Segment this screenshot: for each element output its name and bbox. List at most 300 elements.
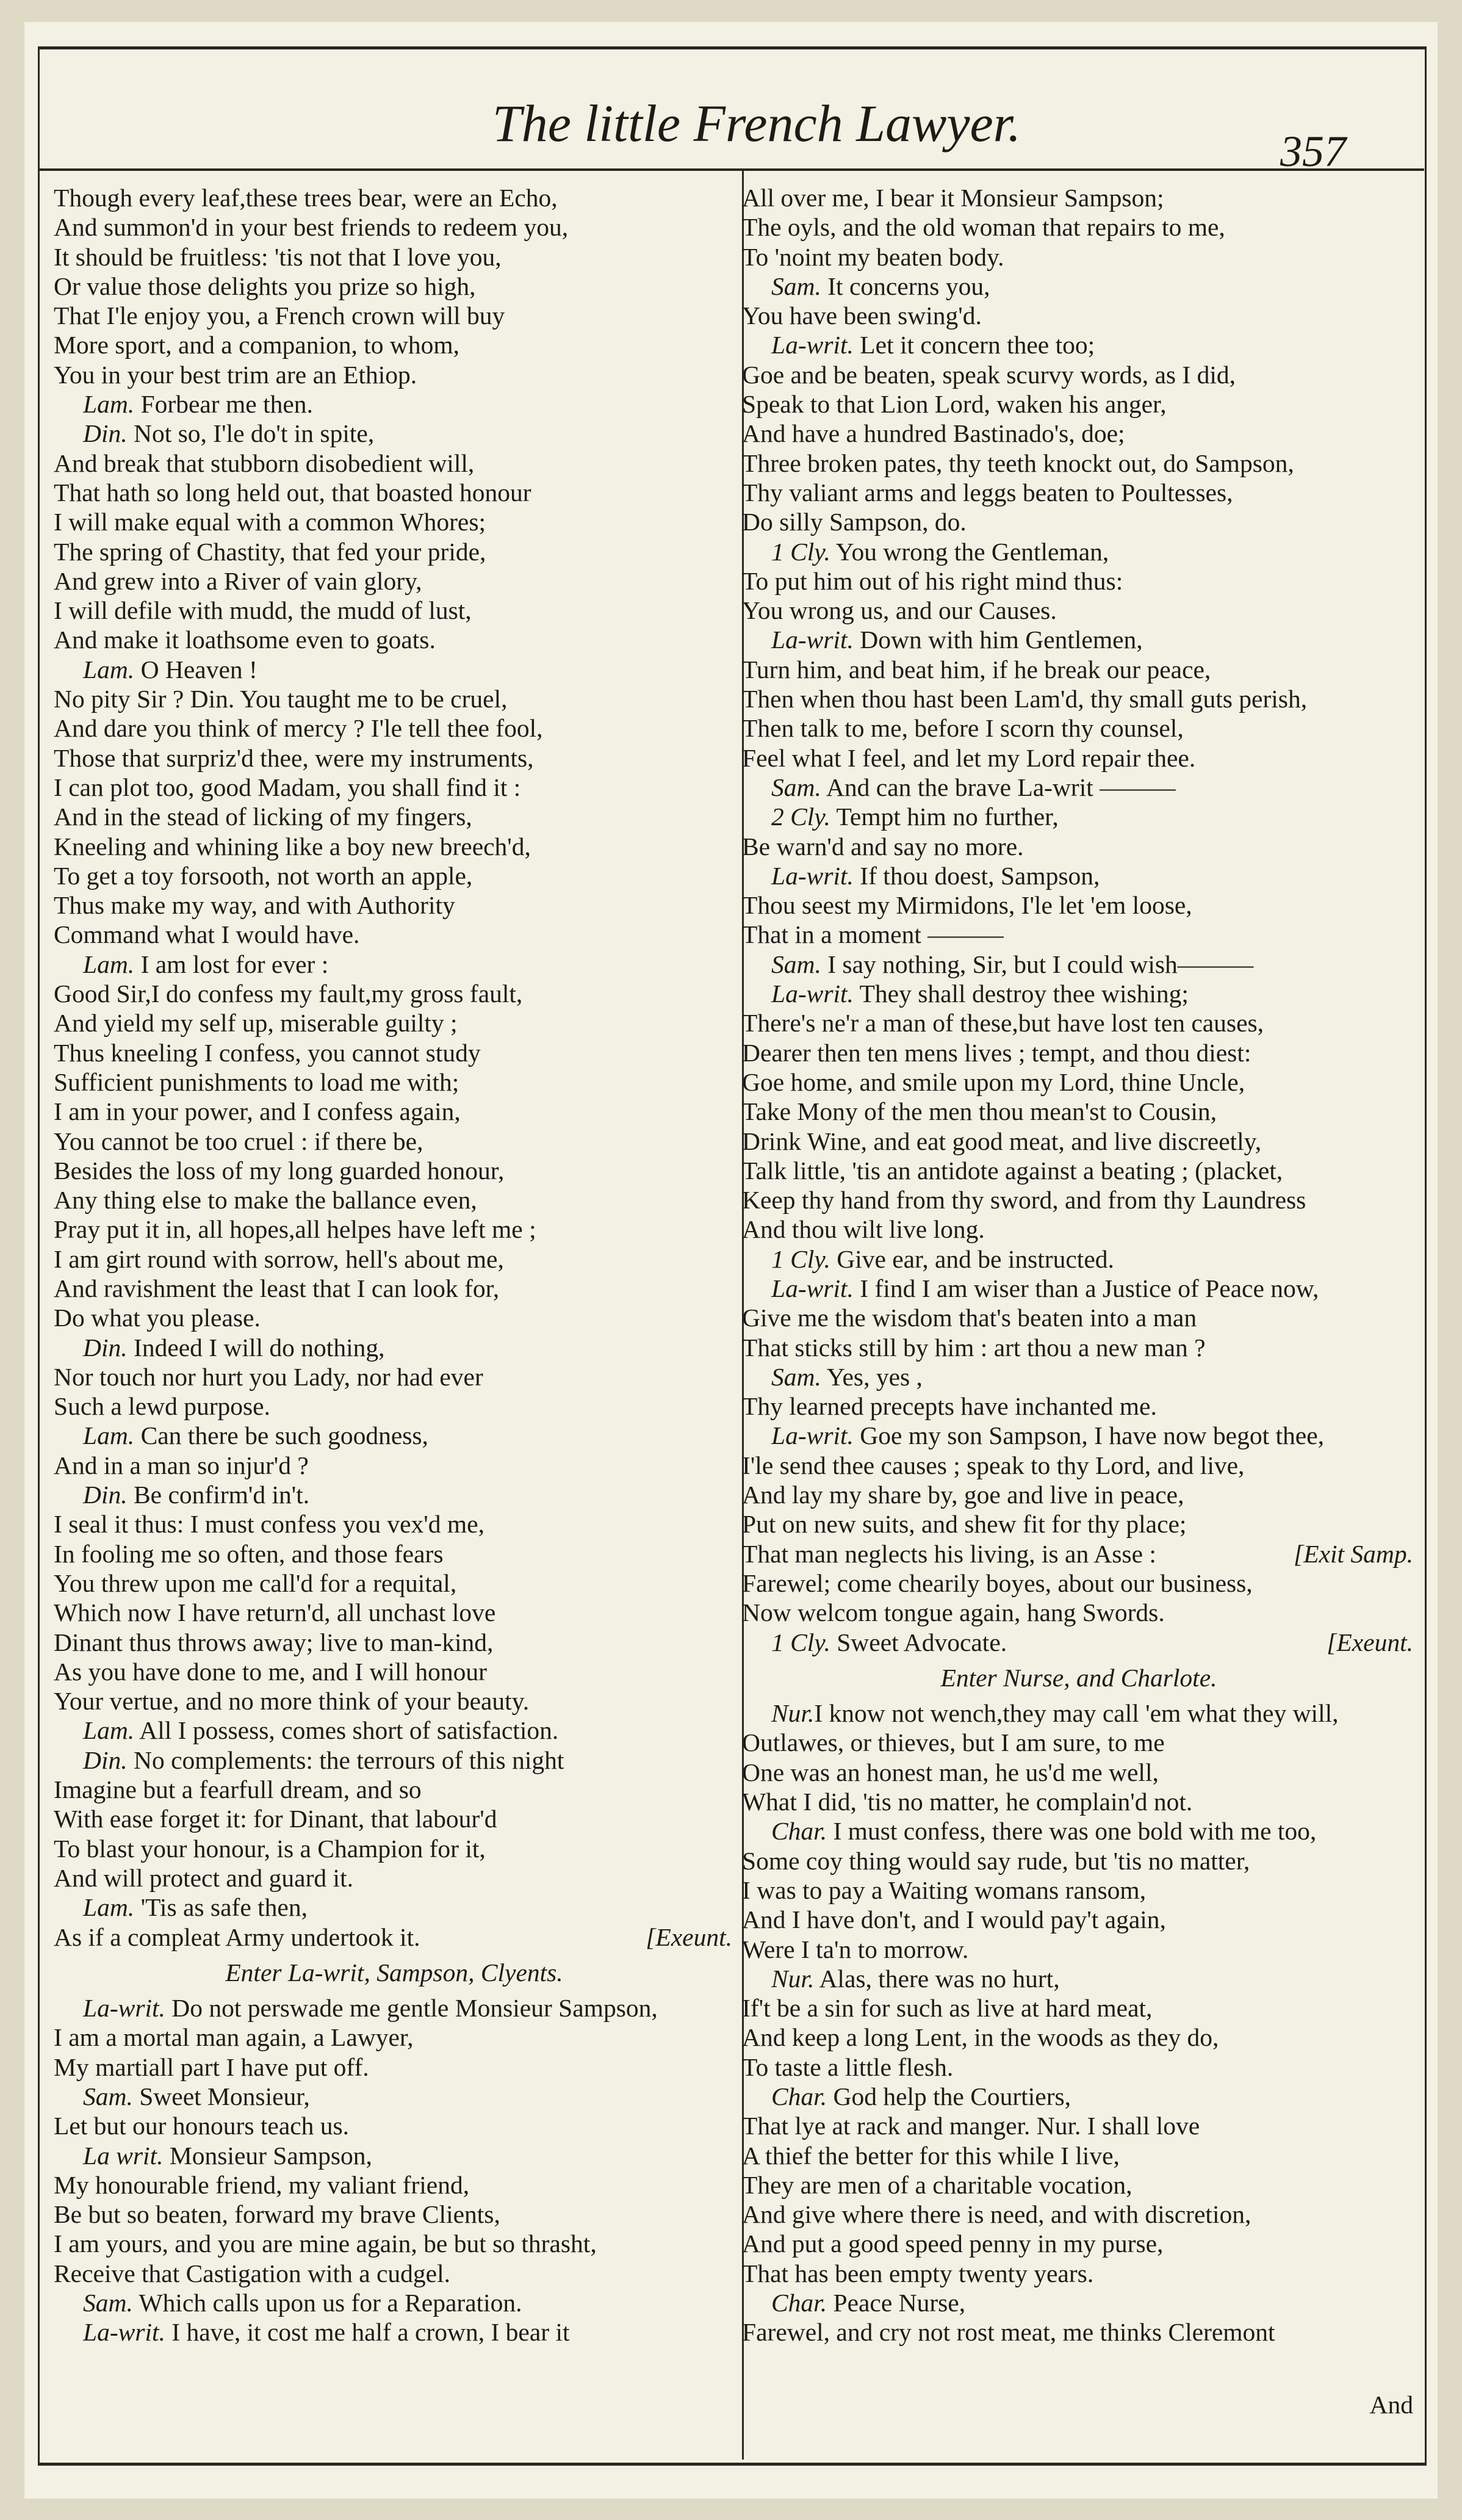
verse-line bbox=[54, 1834, 735, 1863]
verse-line bbox=[54, 1274, 735, 1303]
line-text: It concerns you, bbox=[821, 272, 990, 300]
verse-line bbox=[742, 1097, 1416, 1126]
line-text: Turn him, and beat him, if he break our peace, bbox=[742, 655, 1211, 684]
verse-line bbox=[742, 1993, 1416, 2023]
verse-line bbox=[742, 301, 1416, 330]
speaker-name: La-writ. bbox=[83, 2318, 165, 2347]
catchword: And bbox=[1369, 2391, 1413, 2419]
speaker-name: Char. bbox=[771, 2289, 827, 2317]
line-text: Let but our honours teach us. bbox=[54, 2112, 350, 2140]
line-text: Put on new suits, and shew fit for thy place; bbox=[742, 1510, 1187, 1539]
line-text: I say nothing, Sir, but I could wish——— bbox=[821, 950, 1254, 978]
speech-line bbox=[54, 2288, 735, 2317]
line-text: Tempt him no further, bbox=[830, 803, 1059, 831]
speech-line bbox=[742, 1362, 1416, 1392]
line-text: Dearer then ten mens lives ; tempt, and thou diest: bbox=[742, 1038, 1251, 1067]
verse-line bbox=[742, 1905, 1416, 1934]
line-text: Sufficient punishments to load me with; bbox=[54, 1067, 459, 1096]
verse-line bbox=[54, 832, 735, 861]
verse-line bbox=[54, 861, 735, 890]
line-text: Some coy thing would say rude, but 'tis no matter, bbox=[742, 1846, 1250, 1875]
line-text: What I did, 'tis no matter, he complain'd not. bbox=[742, 1788, 1193, 1816]
line-text: You in your best trim are an Ethiop. bbox=[54, 360, 417, 389]
line-text: Three broken pates, thy teeth knockt out, do Sampson, bbox=[742, 449, 1294, 477]
speech-line bbox=[742, 979, 1416, 1008]
line-text: Down with him Gentlemen, bbox=[853, 626, 1143, 654]
line-text: Outlawes, or thieves, but I am sure, to me bbox=[742, 1728, 1165, 1757]
line-text: Farewel, and cry not rost meat, me thinks Cleremont bbox=[742, 2318, 1275, 2347]
verse-line bbox=[54, 2229, 735, 2258]
speech-line bbox=[54, 1716, 735, 1745]
line-text: Give me the wisdom that's beaten into a man bbox=[742, 1304, 1197, 1332]
line-text: They are men of a charitable vocation, bbox=[742, 2170, 1133, 2199]
line-text: Take Mony of the men thou mean'st to Cousin, bbox=[742, 1097, 1217, 1126]
right-column bbox=[742, 183, 1416, 2347]
verse-line bbox=[742, 1451, 1416, 1480]
line-text: More sport, and a companion, to whom, bbox=[54, 331, 460, 359]
line-text: Command what I would have. bbox=[54, 920, 360, 949]
exit-direction: [Exeunt. bbox=[1327, 1628, 1413, 1656]
line-text: In fooling me so often, and those fears bbox=[54, 1539, 444, 1568]
line-text: I am a mortal man again, a Lawyer, bbox=[54, 2023, 414, 2052]
line-text: Be confirm'd in't. bbox=[127, 1481, 310, 1509]
verse-line bbox=[54, 1628, 735, 1657]
verse-line bbox=[54, 272, 735, 301]
line-text: Be warn'd and say no more. bbox=[742, 832, 1024, 861]
speech-line bbox=[742, 950, 1416, 979]
verse-line bbox=[54, 1539, 735, 1569]
speaker-name: La-writ. bbox=[771, 861, 854, 890]
verse-line bbox=[742, 1876, 1416, 1905]
line-text: That in a moment ——— bbox=[742, 920, 1004, 949]
verse-line bbox=[54, 890, 735, 920]
line-text: Those that surpriz'd thee, were my instruments, bbox=[54, 743, 534, 772]
verse-line bbox=[54, 1008, 735, 1038]
speaker-name: Din. bbox=[83, 419, 128, 448]
verse-line bbox=[742, 1215, 1416, 1244]
verse-line bbox=[54, 1863, 735, 1893]
speaker-name: La-writ. bbox=[771, 980, 854, 1008]
line-text: Any thing else to make the ballance even, bbox=[54, 1186, 477, 1215]
verse-line bbox=[54, 2170, 735, 2200]
speech-line bbox=[742, 625, 1416, 654]
verse-line bbox=[742, 655, 1416, 684]
line-text: As if a compleat Army undertook it. bbox=[54, 1922, 420, 1951]
verse-line bbox=[54, 1804, 735, 1833]
speaker-name: Din. bbox=[83, 1333, 128, 1362]
line-text: Goe and be beaten, speak scurvy words, as I did, bbox=[742, 360, 1236, 389]
verse-line bbox=[742, 1539, 1416, 1569]
verse-line bbox=[742, 1156, 1416, 1185]
line-text: Which calls upon us for a Reparation. bbox=[132, 2289, 522, 2317]
line-text: Yes, yes , bbox=[821, 1362, 923, 1391]
verse-line bbox=[742, 596, 1416, 625]
left-column bbox=[54, 183, 735, 2347]
line-text: And thou wilt live long. bbox=[742, 1215, 985, 1244]
verse-line bbox=[742, 743, 1416, 773]
verse-line bbox=[742, 242, 1416, 272]
speech-line bbox=[54, 1480, 735, 1509]
stage-direction: Enter Nurse, and Charlote. bbox=[940, 1663, 1217, 1692]
verse-line bbox=[742, 2259, 1416, 2288]
line-text: Farewel; come chearily boyes, about our business, bbox=[742, 1569, 1253, 1597]
line-text: If't be a sin for such as live at hard meat, bbox=[742, 1994, 1153, 2023]
speaker-name: La-writ. bbox=[83, 1994, 165, 2023]
line-text: And have a hundred Bastinado's, doe; bbox=[742, 419, 1125, 448]
line-text: I can plot too, good Madam, you shall find it : bbox=[54, 773, 521, 801]
book-page bbox=[24, 22, 1438, 2499]
speech-line bbox=[742, 1964, 1416, 1993]
speaker-name: Sam. bbox=[771, 272, 821, 300]
verse-line bbox=[742, 2170, 1416, 2200]
verse-line bbox=[742, 1846, 1416, 1876]
line-text: Let it concern thee too; bbox=[853, 331, 1095, 359]
line-text: Then talk to me, before I scorn thy counsel, bbox=[742, 714, 1184, 743]
line-text: That hath so long held out, that boasted honour bbox=[54, 478, 531, 507]
line-text: That lye at rack and manger. Nur. I shall love bbox=[742, 2112, 1200, 2140]
speaker-name: Nur. bbox=[771, 1699, 815, 1728]
line-text: You wrong the Gentleman, bbox=[830, 537, 1109, 566]
verse-line bbox=[742, 1127, 1416, 1156]
verse-line bbox=[742, 2141, 1416, 2170]
line-text: Then when thou hast been Lam'd, thy small guts perish, bbox=[742, 685, 1308, 713]
speech-line bbox=[742, 1244, 1416, 1274]
verse-line bbox=[742, 212, 1416, 242]
line-text: Thy valiant arms and leggs beaten to Poultesses, bbox=[742, 478, 1233, 507]
verse-line bbox=[54, 537, 735, 566]
verse-line bbox=[54, 1185, 735, 1215]
line-text: I find I am wiser than a Justice of Peace now, bbox=[853, 1274, 1319, 1302]
line-text: No pity Sir ? Din. You taught me to be cruel, bbox=[54, 685, 508, 713]
verse-line bbox=[742, 713, 1416, 743]
line-text: Feel what I feel, and let my Lord repair thee. bbox=[742, 743, 1196, 772]
speaker-name: 1 Cly. bbox=[771, 537, 830, 566]
line-text: To get a toy forsooth, not worth an apple, bbox=[54, 861, 473, 890]
line-text: No complements: the terrours of this night bbox=[127, 1746, 564, 1774]
speaker-name: Char. bbox=[771, 2082, 827, 2110]
line-text: Thy learned precepts have inchanted me. bbox=[742, 1392, 1157, 1421]
speech-line bbox=[742, 330, 1416, 359]
verse-line bbox=[54, 684, 735, 713]
verse-line bbox=[742, 2317, 1416, 2347]
line-text: Were I ta'n to morrow. bbox=[742, 1935, 969, 1963]
exit-direction: [Exeunt. bbox=[646, 1922, 732, 1951]
line-text: And break that stubborn disobedient will, bbox=[54, 449, 475, 477]
line-text: There's ne'r a man of these,but have lost ten causes, bbox=[742, 1009, 1264, 1038]
line-text: Goe my son Sampson, I have now begot thee, bbox=[853, 1421, 1324, 1450]
speaker-name: La-writ. bbox=[771, 331, 854, 359]
speaker-name: Sam. bbox=[771, 950, 821, 978]
line-text: Dinant thus throws away; live to man-kind, bbox=[54, 1628, 494, 1656]
line-text: One was an honest man, he us'd me well, bbox=[742, 1758, 1159, 1786]
verse-line bbox=[54, 1127, 735, 1156]
line-text: I must confess, there was one bold with me too, bbox=[827, 1817, 1317, 1846]
verse-line bbox=[742, 2052, 1416, 2082]
verse-line bbox=[742, 2229, 1416, 2258]
line-text: My martiall part I have put off. bbox=[54, 2052, 369, 2081]
speech-line bbox=[54, 950, 735, 979]
verse-line bbox=[54, 478, 735, 507]
verse-line bbox=[742, 183, 1416, 212]
line-text: Alas, there was no hurt, bbox=[814, 1964, 1060, 1993]
speech-line bbox=[742, 537, 1416, 566]
verse-line bbox=[54, 979, 735, 1008]
verse-line bbox=[54, 1244, 735, 1274]
speech-line bbox=[742, 1699, 1416, 1728]
speaker-name: Din. bbox=[83, 1746, 128, 1774]
speech-line bbox=[54, 2317, 735, 2347]
line-text: And yield my self up, miserable guilty ; bbox=[54, 1009, 458, 1038]
line-text: To blast your honour, is a Champion for it, bbox=[54, 1834, 486, 1863]
line-text: Can there be such goodness, bbox=[134, 1421, 428, 1450]
verse-line bbox=[54, 301, 735, 330]
line-text: And put a good speed penny in my purse, bbox=[742, 2229, 1164, 2258]
verse-line bbox=[742, 1480, 1416, 1509]
verse-line bbox=[54, 2111, 735, 2140]
verse-line bbox=[742, 1008, 1416, 1038]
verse-line bbox=[54, 596, 735, 625]
stage-direction: Enter La-writ, Sampson, Clyents. bbox=[225, 1958, 563, 1987]
line-text: You wrong us, and our Causes. bbox=[742, 596, 1057, 625]
verse-line bbox=[54, 1156, 735, 1185]
line-text: All I possess, comes short of satisfaction. bbox=[134, 1716, 559, 1745]
verse-line bbox=[742, 449, 1416, 478]
line-text: Be but so beaten, forward my brave Clients, bbox=[54, 2200, 500, 2229]
line-text: God help the Courtiers, bbox=[827, 2082, 1071, 2110]
line-text: Peace Nurse, bbox=[827, 2289, 966, 2317]
speaker-name: La writ. bbox=[83, 2141, 164, 2170]
verse-line bbox=[742, 389, 1416, 419]
speech-line bbox=[54, 1746, 735, 1775]
speaker-name: Sam. bbox=[83, 2289, 133, 2317]
speech-line bbox=[742, 802, 1416, 831]
line-text: Besides the loss of my long guarded honour, bbox=[54, 1156, 505, 1185]
verse-line bbox=[54, 1569, 735, 1598]
speaker-name: 2 Cly. bbox=[771, 803, 830, 831]
speaker-name: Din. bbox=[83, 1481, 128, 1509]
verse-line bbox=[742, 832, 1416, 861]
line-text: You have been swing'd. bbox=[742, 301, 982, 330]
line-text: As you have done to me, and I will honour bbox=[54, 1657, 487, 1686]
verse-line bbox=[742, 566, 1416, 596]
verse-line bbox=[742, 1758, 1416, 1787]
line-text: To taste a little flesh. bbox=[742, 2052, 954, 2081]
line-text: My honourable friend, my valiant friend, bbox=[54, 2170, 470, 2199]
line-text: Keep thy hand from thy sword, and from thy Laundress bbox=[742, 1186, 1306, 1215]
verse-line bbox=[742, 1598, 1416, 1627]
speaker-name: La-writ. bbox=[771, 1274, 854, 1302]
line-text: A thief the better for this while I live, bbox=[742, 2141, 1120, 2170]
line-text: I seal it thus: I must confess you vex'd me, bbox=[54, 1510, 484, 1539]
speaker-name: Char. bbox=[771, 1817, 827, 1846]
exit-direction: [Exit Samp. bbox=[1294, 1539, 1413, 1568]
line-text: Do silly Sampson, do. bbox=[742, 508, 967, 536]
line-text: To 'noint my beaten body. bbox=[742, 242, 1004, 271]
line-text: I was to pay a Waiting womans ransom, bbox=[742, 1876, 1147, 1904]
verse-line bbox=[742, 1935, 1416, 1964]
verse-line bbox=[742, 1787, 1416, 1816]
line-text: That has been empty twenty years. bbox=[742, 2259, 1094, 2287]
line-text: If thou doest, Sampson, bbox=[853, 861, 1100, 890]
verse-line bbox=[54, 802, 735, 831]
verse-line bbox=[54, 743, 735, 773]
line-text: They shall destroy thee wishing; bbox=[853, 980, 1189, 1008]
line-text: Good Sir,I do confess my fault,my gross fault, bbox=[54, 980, 523, 1008]
speech-line bbox=[742, 861, 1416, 890]
line-text: Sweet Monsieur, bbox=[132, 2082, 310, 2110]
speech-line bbox=[742, 2288, 1416, 2317]
speech-line bbox=[742, 1421, 1416, 1450]
line-text: Do not perswade me gentle Monsieur Sampson, bbox=[165, 1994, 658, 2023]
line-text: And in a man so injur'd ? bbox=[54, 1451, 309, 1479]
line-text: Thou seest my Mirmidons, I'le let 'em loose, bbox=[742, 891, 1192, 920]
speech-line bbox=[54, 1333, 735, 1362]
line-text: All over me, I bear it Monsieur Sampson; bbox=[742, 184, 1164, 212]
line-text: Now welcom tongue again, hang Swords. bbox=[742, 1598, 1165, 1627]
speaker-name: Lam. bbox=[83, 390, 135, 419]
verse-line bbox=[54, 2200, 735, 2229]
line-text: Or value those delights you prize so high, bbox=[54, 272, 476, 300]
line-text: And can the brave La-writ ——— bbox=[821, 773, 1176, 801]
line-text: Thus kneeling I confess, you cannot study bbox=[54, 1038, 481, 1067]
line-text: Indeed I will do nothing, bbox=[127, 1333, 385, 1362]
line-text: Pray put it in, all hopes,all helpes have left me ; bbox=[54, 1215, 536, 1244]
line-text: Monsieur Sampson, bbox=[163, 2141, 372, 2170]
verse-line bbox=[742, 1333, 1416, 1362]
line-text: And dare you think of mercy ? I'le tell thee fool, bbox=[54, 714, 543, 743]
speech-line bbox=[54, 2082, 735, 2111]
verse-line bbox=[54, 2023, 735, 2052]
speaker-name: La-writ. bbox=[771, 1421, 854, 1450]
line-text: I am in your power, and I confess again, bbox=[54, 1097, 461, 1126]
verse-line bbox=[54, 1598, 735, 1627]
verse-line bbox=[742, 684, 1416, 713]
speech-line bbox=[54, 1421, 735, 1450]
speech-line bbox=[54, 655, 735, 684]
verse-line bbox=[54, 713, 735, 743]
verse-line bbox=[54, 1922, 735, 1952]
verse-line bbox=[54, 1775, 735, 1804]
speaker-name: Lam. bbox=[83, 1716, 135, 1745]
verse-line bbox=[54, 566, 735, 596]
verse-line bbox=[742, 478, 1416, 507]
line-text: And in the stead of licking of my fingers, bbox=[54, 803, 472, 831]
line-text: And ravishment the least that I can look for, bbox=[54, 1274, 500, 1302]
line-text: To put him out of his right mind thus: bbox=[742, 566, 1123, 595]
line-text: You threw upon me call'd for a requital, bbox=[54, 1569, 457, 1597]
verse-line bbox=[742, 2111, 1416, 2140]
verse-line bbox=[54, 1657, 735, 1686]
speaker-name: Lam. bbox=[83, 950, 135, 978]
header-rule bbox=[38, 168, 1424, 171]
verse-line bbox=[54, 1067, 735, 1097]
verse-line bbox=[54, 1451, 735, 1480]
line-text: That sticks still by him : art thou a new man ? bbox=[742, 1333, 1206, 1362]
speaker-name: 1 Cly. bbox=[771, 1244, 830, 1273]
line-text: That I'le enjoy you, a French crown will buy bbox=[54, 301, 505, 330]
verse-line bbox=[54, 1097, 735, 1126]
verse-line bbox=[742, 2200, 1416, 2229]
line-text: And grew into a River of vain glory, bbox=[54, 566, 422, 595]
line-text: 'Tis as safe then, bbox=[134, 1893, 308, 1922]
line-text: I know not wench,they may call 'em what they will, bbox=[814, 1699, 1339, 1728]
verse-line bbox=[54, 1362, 735, 1392]
speech-line bbox=[54, 1893, 735, 1922]
verse-line bbox=[54, 360, 735, 389]
speaker-name: Lam. bbox=[83, 1421, 135, 1450]
line-text: Receive that Castigation with a cudgel. bbox=[54, 2259, 450, 2287]
speaker-name: Sam. bbox=[83, 2082, 133, 2110]
line-text: Goe home, and smile upon my Lord, thine Uncle, bbox=[742, 1067, 1245, 1096]
verse-line bbox=[742, 1569, 1416, 1598]
verse-line bbox=[742, 1392, 1416, 1421]
line-text: And will protect and guard it. bbox=[54, 1863, 353, 1892]
verse-line bbox=[54, 920, 735, 949]
speaker-name: Lam. bbox=[83, 1893, 135, 1922]
verse-line bbox=[742, 1728, 1416, 1757]
verse-line bbox=[54, 1392, 735, 1421]
line-text: Kneeling and whining like a boy new breech'd, bbox=[54, 832, 531, 861]
verse-line bbox=[54, 2259, 735, 2288]
line-text: Speak to that Lion Lord, waken his anger, bbox=[742, 390, 1167, 419]
verse-line bbox=[54, 212, 735, 242]
verse-line bbox=[54, 1509, 735, 1539]
verse-line bbox=[742, 360, 1416, 389]
line-text: Imagine but a fearfull dream, and so bbox=[54, 1775, 422, 1804]
line-text: I am lost for ever : bbox=[134, 950, 329, 978]
line-text: Forbear me then. bbox=[134, 390, 313, 419]
running-title: The little French Lawyer. bbox=[492, 94, 1021, 153]
line-text: And lay my share by, goe and live in peace, bbox=[742, 1481, 1184, 1509]
line-text: That man neglects his living, is an Asse : bbox=[742, 1539, 1156, 1568]
line-text: Such a lewd purpose. bbox=[54, 1392, 270, 1421]
line-text: I'le send thee causes ; speak to thy Lord, and live, bbox=[742, 1451, 1245, 1479]
speech-line bbox=[742, 272, 1416, 301]
line-text: And make it loathsome even to goats. bbox=[54, 626, 436, 654]
line-text: I have, it cost me half a crown, I bear it bbox=[165, 2318, 570, 2347]
speaker-name: Sam. bbox=[771, 1362, 821, 1391]
verse-line bbox=[54, 330, 735, 359]
verse-line bbox=[742, 1185, 1416, 1215]
verse-line bbox=[54, 183, 735, 212]
speech-line bbox=[54, 389, 735, 419]
speaker-name: Lam. bbox=[83, 655, 135, 684]
speaker-name: Nur. bbox=[771, 1964, 815, 1993]
line-text: It should be fruitless: 'tis not that I love you, bbox=[54, 242, 502, 271]
verse-line bbox=[742, 2023, 1416, 2052]
verse-line bbox=[742, 1067, 1416, 1097]
verse-line bbox=[54, 449, 735, 478]
line-text: Nor touch nor hurt you Lady, nor had ever bbox=[54, 1362, 483, 1391]
line-text: The spring of Chastity, that fed your pride, bbox=[54, 537, 486, 566]
verse-line bbox=[742, 507, 1416, 536]
verse-line bbox=[742, 1303, 1416, 1332]
line-text: You cannot be too cruel : if there be, bbox=[54, 1127, 423, 1155]
speech-line bbox=[54, 2141, 735, 2170]
verse-line bbox=[742, 890, 1416, 920]
page-number: 357 bbox=[1280, 127, 1346, 176]
line-text: The oyls, and the old woman that repairs to me, bbox=[742, 213, 1225, 242]
verse-line bbox=[54, 1038, 735, 1067]
speaker-name: La-writ. bbox=[771, 626, 854, 654]
line-text: Not so, I'le do't in spite, bbox=[127, 419, 375, 448]
line-text: I will defile with mudd, the mudd of lust, bbox=[54, 596, 472, 625]
line-text: Talk little, 'tis an antidote against a beating ; (placket, bbox=[742, 1156, 1283, 1185]
verse-line bbox=[742, 920, 1416, 949]
line-text: And give where there is need, and with discretion, bbox=[742, 2200, 1251, 2229]
speech-line bbox=[54, 1993, 735, 2023]
verse-line bbox=[54, 242, 735, 272]
